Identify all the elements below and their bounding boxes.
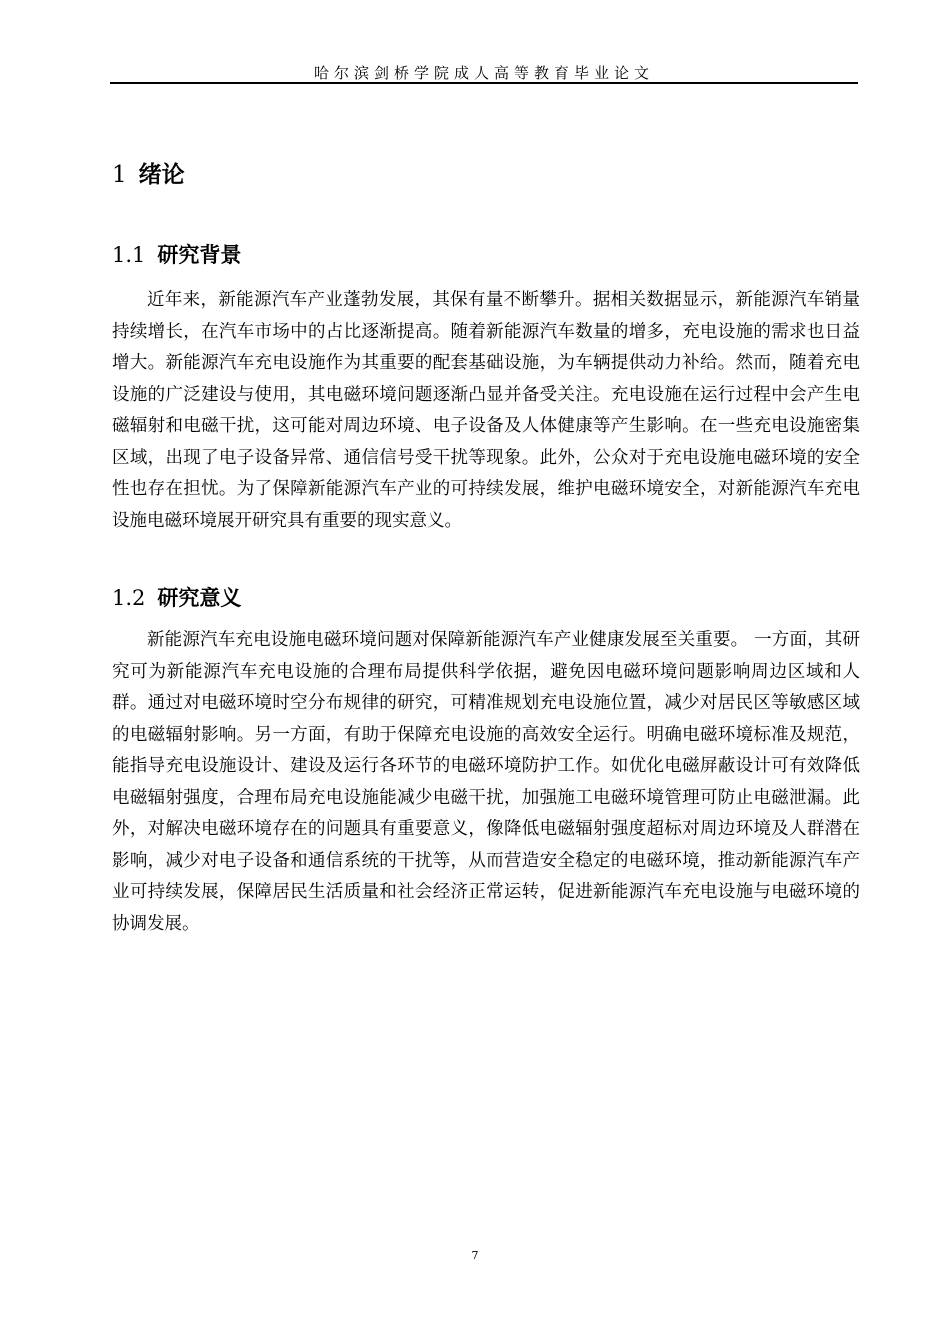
page-number: 7 — [471, 1249, 479, 1262]
section-number: 1.2 — [112, 586, 146, 610]
chapter-heading — [112, 160, 185, 190]
section-heading-significance — [112, 584, 241, 612]
section-number: 1.1 — [112, 243, 146, 267]
chapter-number: 1 — [112, 162, 127, 188]
running-header: 哈尔滨剑桥学院成人高等教育毕业论文 — [313, 64, 654, 82]
header-rule — [110, 82, 858, 84]
section-title: 研究背景 — [157, 243, 242, 267]
section-paragraph-significance: 新能源汽车充电设施电磁环境问题对保障新能源汽车产业健康发展至关重要。 一方面，其研究可为新能源汽车充电设施的合理布局提供科学依据，避免因电磁环境问题影响周边区域和人群。通过对电磁环境时空分布规律的研究，可精准规划充电设施位置，减少对居民区等敏感区域的电磁辐射影响。另一方面，有助于保障充电设施的高效安全运行。明确电磁环境标准及规范，能指导充电设施设计、建设及运行各环节的电磁环境防护工作。如优化电磁屏蔽设计可有效降低电磁辐射强度，合理布局充电设施能减少电磁干扰，加强施工电磁环境管理可防止电磁泄漏。此外，对解决电磁环境存在的问题具有重要意义，像降低电磁辐射强度超标对周边环境及人群潜在影响，减少对电子设备和通信系统的干扰等，从而营造安全稳定的电磁环境，推动新能源汽车产业可持续发展，保障居民生活质量和社会经济正常运转，促进新能源汽车充电设施与电磁环境的协调发展。 — [112, 630, 860, 934]
section-heading-background — [112, 241, 241, 269]
chapter-title: 绪论 — [138, 162, 185, 188]
section-title: 研究意义 — [157, 586, 242, 610]
section-paragraph-background: 近年来，新能源汽车产业蓬勃发展，其保有量不断攀升。据相关数据显示，新能源汽车销量持续增长，在汽车市场中的占比逐渐提高。随着新能源汽车数量的增多，充电设施的需求也日益增大。新能源汽车充电设施作为其重要的配套基础设施，为车辆提供动力补给。然而，随着充电设施的广泛建设与使用，其电磁环境问题逐渐凸显并备受关注。充电设施在运行过程中会产生电磁辐射和电磁干扰，这可能对周边环境、电子设备及人体健康等产生影响。在一些充电设施密集区域，出现了电子设备异常、通信信号受干扰等现象。此外，公众对于充电设施电磁环境的安全性也存在担忧。为了保障新能源汽车产业的可持续发展，维护电磁环境安全，对新能源汽车充电设施电磁环境展开研究具有重要的现实意义。 — [112, 290, 860, 531]
